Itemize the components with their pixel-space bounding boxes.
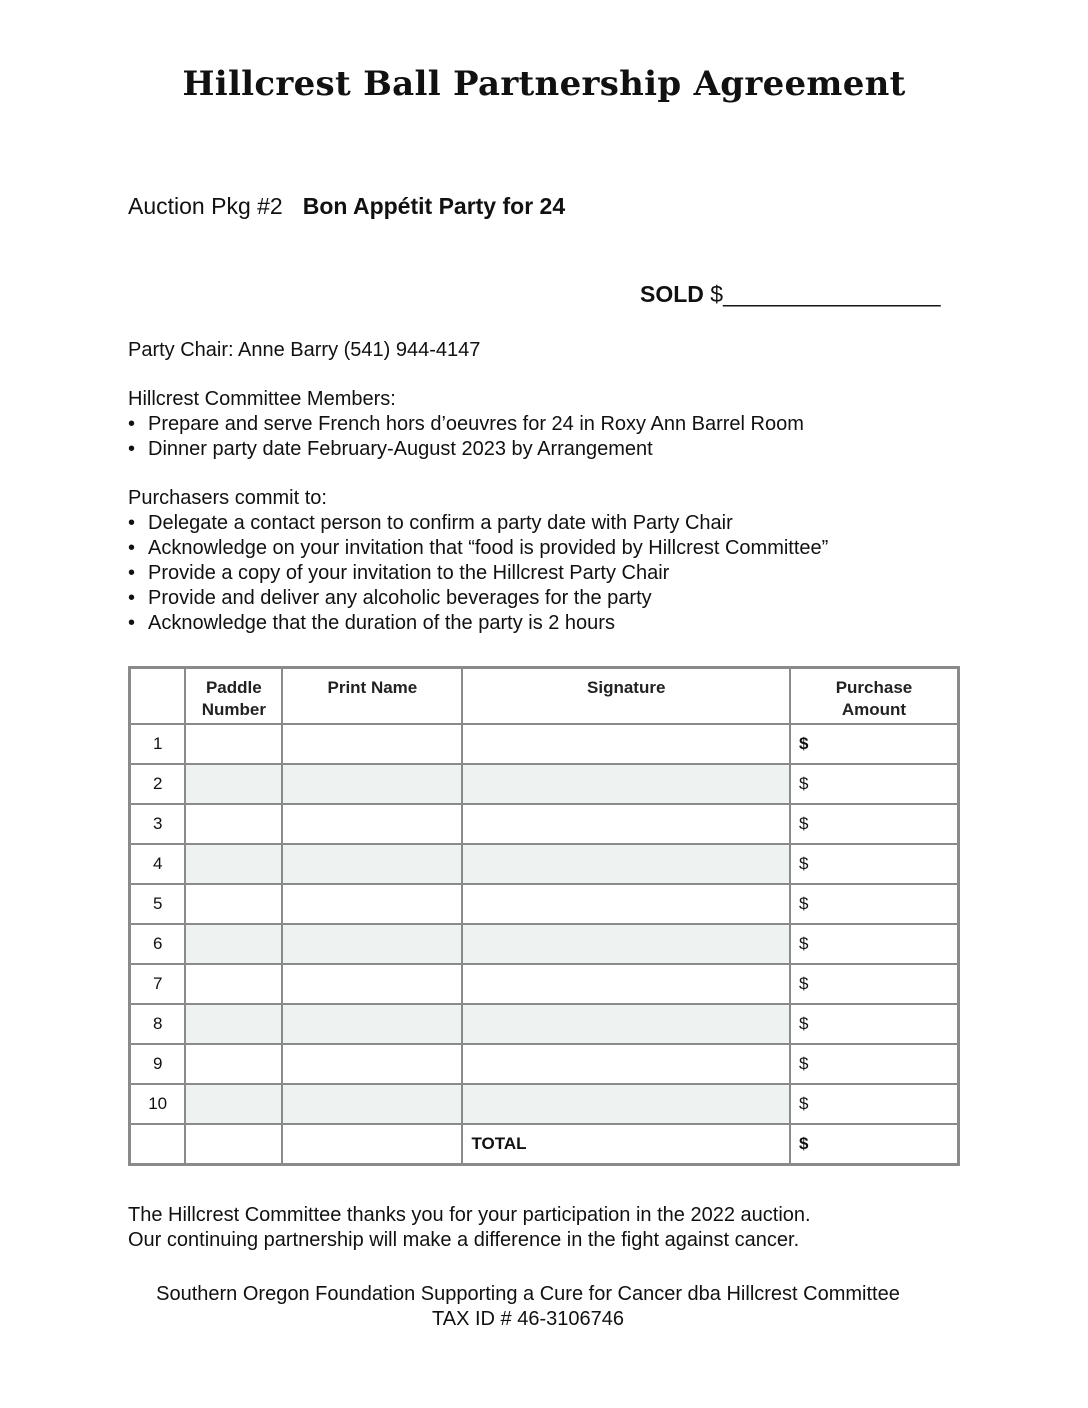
row-number: 4 xyxy=(130,844,186,884)
row-number: 8 xyxy=(130,1004,186,1044)
purchase-amount-cell[interactable]: $ xyxy=(790,1004,959,1044)
list-item: • Provide and deliver any alcoholic beverages for the party xyxy=(128,586,828,611)
column-header-purchase-amount: Purchase Amount xyxy=(790,668,959,724)
list-item: • Acknowledge on your invitation that “food is provided by Hillcrest Committee” xyxy=(128,536,828,561)
paddle-number-cell[interactable] xyxy=(185,884,282,924)
thank-you-line-1: The Hillcrest Committee thanks you for your participation in the 2022 auction. xyxy=(128,1204,811,1226)
paddle-number-cell[interactable] xyxy=(185,764,282,804)
table-row xyxy=(130,1004,959,1044)
row-number: 3 xyxy=(130,804,186,844)
signature-cell[interactable] xyxy=(462,884,789,924)
paddle-number-cell[interactable] xyxy=(185,924,282,964)
row-number: 9 xyxy=(130,1044,186,1084)
party-chair: Party Chair: Anne Barry (541) 944-4147 xyxy=(128,339,481,361)
signature-cell[interactable] xyxy=(462,1084,789,1124)
purchase-amount-cell[interactable]: $ xyxy=(790,1044,959,1084)
total-label: TOTAL xyxy=(462,1124,789,1165)
purchase-amount-cell[interactable]: $ xyxy=(790,964,959,1004)
column-header-row-number xyxy=(130,668,186,724)
row-number: 7 xyxy=(130,964,186,1004)
purchase-amount-cell[interactable]: $ xyxy=(790,724,959,764)
organization-name: Southern Oregon Foundation Supporting a Cure for Cancer dba Hillcrest Committee xyxy=(156,1283,900,1305)
signature-cell[interactable] xyxy=(462,1004,789,1044)
paddle-number-cell[interactable] xyxy=(185,844,282,884)
signature-cell[interactable] xyxy=(462,764,789,804)
table-row xyxy=(130,1084,959,1124)
auction-package xyxy=(128,193,565,220)
total-row-blank xyxy=(282,1124,462,1165)
purchasers-list xyxy=(128,511,828,636)
page-title: Hillcrest Ball Partnership Agreement xyxy=(182,64,906,104)
total-amount-cell[interactable]: $ xyxy=(790,1124,959,1165)
signature-cell[interactable] xyxy=(462,964,789,1004)
committee-heading: Hillcrest Committee Members: xyxy=(128,388,396,410)
row-number: 1 xyxy=(130,724,186,764)
column-header-print-name: Print Name xyxy=(282,668,462,724)
sold-line xyxy=(640,281,941,308)
row-number: 2 xyxy=(130,764,186,804)
list-item: • Provide a copy of your invitation to the Hillcrest Party Chair xyxy=(128,561,828,586)
list-item: • Prepare and serve French hors d’oeuvres for 24 in Roxy Ann Barrel Room xyxy=(128,412,804,437)
table-row xyxy=(130,1044,959,1084)
signature-cell[interactable] xyxy=(462,1044,789,1084)
purchase-amount-cell[interactable]: $ xyxy=(790,764,959,804)
thank-you-line-2: Our continuing partnership will make a difference in the fight against cancer. xyxy=(128,1229,800,1251)
table-row xyxy=(130,844,959,884)
paddle-number-cell[interactable] xyxy=(185,964,282,1004)
sold-label: SOLD xyxy=(640,281,704,307)
print-name-cell[interactable] xyxy=(282,964,462,1004)
print-name-cell[interactable] xyxy=(282,924,462,964)
signature-cell[interactable] xyxy=(462,844,789,884)
print-name-cell[interactable] xyxy=(282,724,462,764)
print-name-cell[interactable] xyxy=(282,1084,462,1124)
purchase-amount-cell[interactable]: $ xyxy=(790,1084,959,1124)
print-name-cell[interactable] xyxy=(282,1004,462,1044)
committee-section xyxy=(128,387,804,462)
print-name-cell[interactable] xyxy=(282,1044,462,1084)
paddle-number-cell[interactable] xyxy=(185,804,282,844)
column-header-paddle-number: Paddle Number xyxy=(185,668,282,724)
purchasers-section xyxy=(128,486,828,636)
signature-cell[interactable] xyxy=(462,804,789,844)
thank-you-note xyxy=(128,1203,811,1253)
list-item: • Dinner party date February-August 2023 by Arrangement xyxy=(128,437,804,462)
list-item: • Delegate a contact person to confirm a party date with Party Chair xyxy=(128,511,828,536)
total-row-blank xyxy=(130,1124,186,1165)
column-header-signature: Signature xyxy=(462,668,789,724)
total-row-blank xyxy=(185,1124,282,1165)
table-row xyxy=(130,924,959,964)
row-number: 6 xyxy=(130,924,186,964)
table-header-row xyxy=(130,668,959,724)
signature-cell[interactable] xyxy=(462,724,789,764)
print-name-cell[interactable] xyxy=(282,844,462,884)
list-item: • Acknowledge that the duration of the party is 2 hours xyxy=(128,611,828,636)
tax-id: TAX ID # 46-3106746 xyxy=(432,1308,624,1330)
total-row xyxy=(130,1124,959,1165)
paddle-number-cell[interactable] xyxy=(185,724,282,764)
package-number: Auction Pkg #2 xyxy=(128,193,283,219)
signature-cell[interactable] xyxy=(462,924,789,964)
table-row xyxy=(130,764,959,804)
signup-table xyxy=(128,666,960,1166)
sold-amount-blank: $_________________ xyxy=(710,281,941,307)
print-name-cell[interactable] xyxy=(282,764,462,804)
purchase-amount-cell[interactable]: $ xyxy=(790,884,959,924)
purchasers-heading: Purchasers commit to: xyxy=(128,487,327,509)
print-name-cell[interactable] xyxy=(282,884,462,924)
table-row xyxy=(130,724,959,764)
purchase-amount-cell[interactable]: $ xyxy=(790,804,959,844)
purchase-amount-cell[interactable]: $ xyxy=(790,844,959,884)
purchase-amount-cell[interactable]: $ xyxy=(790,924,959,964)
row-number: 5 xyxy=(130,884,186,924)
package-name: Bon Appétit Party for 24 xyxy=(302,193,566,219)
row-number: 10 xyxy=(130,1084,186,1124)
table-row xyxy=(130,964,959,1004)
table-row xyxy=(130,804,959,844)
print-name-cell[interactable] xyxy=(282,804,462,844)
table-row xyxy=(130,884,959,924)
organization-block xyxy=(0,1282,1056,1332)
committee-list xyxy=(128,412,804,462)
paddle-number-cell[interactable] xyxy=(185,1084,282,1124)
paddle-number-cell[interactable] xyxy=(185,1004,282,1044)
paddle-number-cell[interactable] xyxy=(185,1044,282,1084)
